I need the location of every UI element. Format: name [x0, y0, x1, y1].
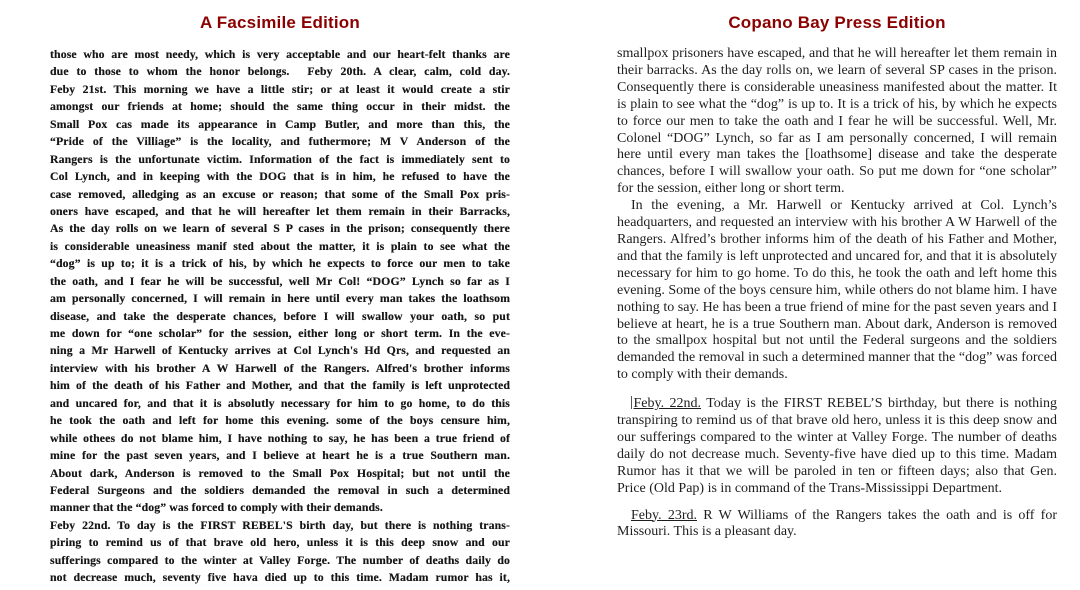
facsimile-line: am personally concerned, I will remain in here until every man takes the loathsom	[50, 291, 510, 306]
facsimile-line: case removed, alledging as an excuse or reason; that some of the Small Pox pris-	[50, 186, 510, 201]
facsimile-title: A Facsimile Edition	[200, 13, 360, 32]
facsimile-line: Col Lynch, and in keeping with the DOG that is in him, he refused to have the	[50, 169, 510, 184]
paragraph-text: R W Williams of the Rangers takes the oath and is off for Missouri. This is a pleasant day.	[617, 507, 1058, 540]
paragraph	[617, 198, 1057, 384]
facsimile-line: mine for the past seven years, and I believe at heart he is a true Southern man.	[50, 448, 510, 463]
facsimile-line: him of the death of his Father and Mother, and that the family is left unprotected	[50, 378, 510, 393]
paragraph-text: Today is the FIRST REBEL’S birthday, but there is nothing transpiring to remind us of that brave old hero, unless it is this deep snow and our sufferings compared to the winter at Valley Forge. The number of deaths daily do not decrease much. Seventy-five have died up to this time. Madam Rumor has it that we will be paroled in ten or fifteen days; also that Gen. Price (Old Pap) is in command of the Trans-Mississippi Department.	[617, 396, 1057, 496]
facsimile-line: interview with his brother A W Harwell of the Rangers. Alfred's brother informs	[50, 360, 510, 375]
facsimile-line: due to those to whom the honor belongs. Feby 20th. A clear, calm, cold day.	[50, 64, 510, 79]
paragraph-text: smallpox prisoners have escaped, and that he will hereafter let them remain in their barracks. As the day rolls on, we learn of several SP cases in the prison. Consequently there is considerable uneasiness manifested about the matter. It is plain to see what the “dog” is up to. It is a trick of his, by which he expects to force our men to take the oath and I fear he will be successful. Well, Mr. Colonel “DOG” Lynch, so far as I am personally concerned, I will remain here until every man takes the [loathsome] disease and take the desperate chances, before I will swallow your oath. So put me down for “one scholar” for the session, either long or short term.	[617, 46, 1057, 197]
copano-title: Copano Bay Press Edition	[728, 13, 946, 32]
facsimile-line: “Pride of the Villiage” is the locality, and futhermore; M V Anderson of the	[50, 134, 510, 149]
paragraph-text: In the evening, a Mr. Harwell or Kentucky arrived at Col. Lynch’s headquarters, and requested an interview with his brother A W Harwell of the Rangers. Alfred’s brother informs him of the death of his Father and Mother, and that the family is left unprotected and uncared for, and that it is absolutely necessary for him to go home. To do this, he took the oath and left home this evening. Some of the boys censure him, while others do not blame him. I have nothing to say. He has been a true friend of mine for the past seven years and I believe at heart, he is a true Southern man. About dark, Anderson is removed to the smallpox hospital but not until the Federal surgeons and the soldiers demanded the removal in such a determined manner that the “dog” was forced to comply with their demands.	[617, 198, 1057, 383]
facsimile-line: Rangers is the unfortunate victim. Information of the fact is immediately sent to	[50, 151, 510, 166]
facsimile-line: Small Pox cas made its appearance in Camp Butler, and more than this, the	[50, 116, 510, 131]
facsimile-line: manner that the “dog” was forced to comply with their demands.	[50, 500, 383, 515]
facsimile-text-block	[50, 46, 510, 587]
facsimile-line: disease, and take the desperate chances, before I will swallow your oath, so put	[50, 308, 510, 323]
facsimile-line: Feby 21st. This morning we have a little stir; or at least it would create a stir	[50, 81, 510, 96]
facsimile-line: not decrease much, seventy five hava died up to this time. Madam rumor has it,	[50, 570, 510, 585]
facsimile-line: ning a Mr Harwell of Kentucky arrives at Col Lynch's Hd Qrs, and requested an	[50, 343, 510, 358]
facsimile-line: “dog” is up to; it is a trick of his, by which he expects to force our men to take	[50, 256, 510, 271]
facsimile-line: he took the oath and left for home this evening. some of the boys censure him,	[50, 413, 510, 428]
facsimile-line: Feby 22nd. To day is the FIRST REBEL'S birth day, but there is nothing trans-	[50, 517, 510, 532]
facsimile-line: As the day rolls on we learn of several S P cases in the prison; consequently there	[50, 221, 510, 236]
date-lead: Feby. 23rd.	[631, 507, 697, 523]
paragraph	[617, 508, 1057, 542]
date-lead: Feby. 22nd.	[633, 396, 702, 412]
facsimile-line: Federal Surgeons and the soldiers demanded the removal in such a determined	[50, 482, 510, 497]
copano-text-block	[617, 46, 1057, 541]
facsimile-line: while othees do not blame him, I have nothing to say, he has been a true friend of	[50, 430, 510, 445]
facsimile-line: those who are most needy, which is very acceptable and our heart-felt thanks are	[50, 47, 510, 61]
facsimile-line: is considerable uneasiness manif sted about the matter, it is plain to see what the	[50, 238, 510, 253]
facsimile-line: About dark, Anderson is removed to the Small Pox Hospital; but not until the	[50, 465, 510, 480]
facsimile-line: the oath, and I fear he will be successful, well Mr Col! “DOG” Lynch so far as I	[50, 273, 510, 288]
facsimile-line: and uncared for, and that it is absolutly necessary for him to go home, to do this	[50, 395, 510, 410]
facsimile-line: amongst our friends at home; should the same thing occur in their midst. the	[50, 99, 510, 114]
facsimile-line: me down for “one scholar” for the session, either long or short term. In the eve-	[50, 326, 510, 340]
facsimile-line: oners have escaped, and that he will hereafter let them remain in their Barracks,	[50, 203, 510, 218]
facsimile-line: sufferings compared to the winter at Valley Forge. The number of deaths daily do	[50, 552, 510, 567]
copano-panel	[617, 12, 1057, 541]
text-cursor	[631, 396, 632, 409]
paragraph	[617, 394, 1057, 497]
paragraph	[617, 46, 1057, 198]
facsimile-panel	[50, 12, 510, 587]
facsimile-line: piring to remind us of that brave old hero, unless it is this deep snow and our	[50, 535, 510, 550]
